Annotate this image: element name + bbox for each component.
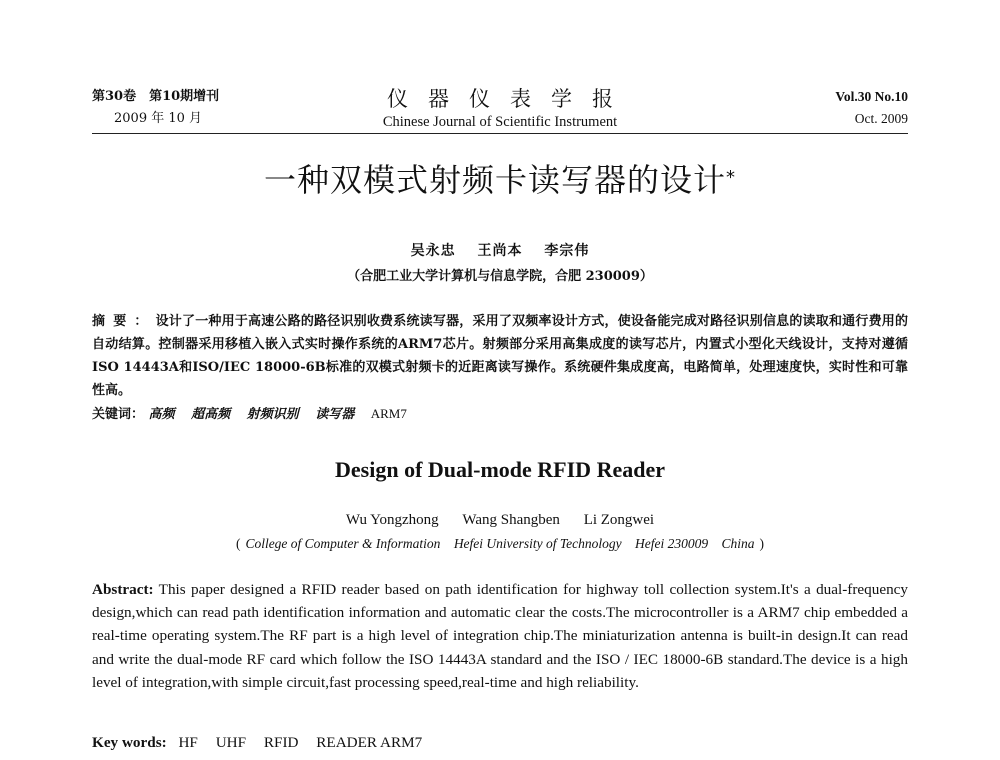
affiliation-en <box>0 536 1000 552</box>
keywords-cn <box>92 402 908 426</box>
keyword-cn: 读写器 <box>315 407 355 422</box>
header-left <box>92 86 219 130</box>
keywords-en <box>92 731 908 754</box>
volume-issue-cn: 第30卷 第10期增刊 <box>92 89 220 104</box>
abstract-en <box>92 578 908 694</box>
abstract-cn-label: 摘要： <box>92 314 156 329</box>
affiliation-part: Hefei 230009 <box>635 536 709 551</box>
affiliation-cn: （合肥工业大学计算机与信息学院，合肥 230009） <box>347 269 653 284</box>
header-rule <box>92 133 908 134</box>
author-cn: 吴永忠 <box>410 243 456 259</box>
paper-title-en: Design of Dual-mode RFID Reader <box>335 457 665 482</box>
journal-name-cn: 仪器仪表学报 <box>387 87 633 111</box>
authors-cn <box>0 240 1000 260</box>
keywords-en-label: Key words: <box>92 734 167 751</box>
abstract-en-label: Abstract: <box>92 581 154 598</box>
keyword-cn: 射频识别 <box>246 407 299 422</box>
keyword-cn: ARM7 <box>370 406 407 421</box>
affiliation-open-paren: ( <box>235 536 241 551</box>
volume-issue-en: Vol.30 No.10 <box>835 89 908 104</box>
affiliation-close-paren: ) <box>759 536 765 551</box>
affiliation-part: Hefei University of Technology <box>453 536 622 551</box>
author-cn: 王尚本 <box>477 243 523 259</box>
keyword-en: UHF <box>215 734 247 751</box>
date-cn: 2009 年 10 月 <box>114 111 203 126</box>
author-en: Wu Yongzhong <box>345 512 439 528</box>
abstract-cn <box>92 310 908 402</box>
keyword-cn: 超高频 <box>191 407 231 422</box>
author-en: Li Zongwei <box>583 512 655 528</box>
author-en: Wang Shangben <box>462 512 560 528</box>
keyword-en: RFID <box>263 734 299 751</box>
running-header <box>92 86 908 136</box>
header-right <box>835 86 908 130</box>
keyword-en: READER ARM7 <box>316 734 423 751</box>
keyword-cn: 高频 <box>148 407 175 422</box>
abstract-en-text: This paper designed a RFID reader based on path identification for highway toll collection system.It's a dual-frequency design,which can read path identification information and automatic clear the costs.The microcontroller is a ARM7 chip embedded a real-time operating system.The RF part is a high level of integration chip.The miniaturization antenna is built-in design.It can read and write the dual-mode RF card which follow the ISO 14443A standard and the ISO / IEC 18000-6B standard.The device is a high level of integration,with simple circuit,fast processing speed,real-time and high reliability. <box>92 581 909 691</box>
title-footnote-mark: * <box>726 167 736 188</box>
keyword-en: HF <box>178 734 198 751</box>
authors-en <box>0 512 1000 529</box>
affiliation-part: China <box>721 536 755 551</box>
date-en: Oct. 2009 <box>854 111 908 126</box>
author-cn: 李宗伟 <box>544 243 590 259</box>
abstract-cn-text: 设计了一种用于高速公路的路径识别收费系统读写器，采用了双频率设计方式，使设备能完成对路径识别信息的读取和通行费用的自动结算。控制器采用移植入嵌入式实时操作系统的ARM7芯片。射频部分采用高集成度的读写芯片，内置式小型化天线设计，支持对遵循ISO 14443A和ISO/IEC 18000-6B标准的双模式射频卡的近距离读写操作。系统硬件集成度高，电路简单，处理速度快，实时性和可靠性高。 <box>92 314 908 398</box>
paper-title-cn <box>0 158 1000 202</box>
keywords-cn-label: 关键词： <box>92 407 145 422</box>
paper-title-cn-text: 一种双模式射频卡读写器的设计 <box>263 161 726 199</box>
journal-name-en: Chinese Journal of Scientific Instrument <box>382 114 618 130</box>
affiliation-part: College of Computer & Information <box>245 536 441 551</box>
